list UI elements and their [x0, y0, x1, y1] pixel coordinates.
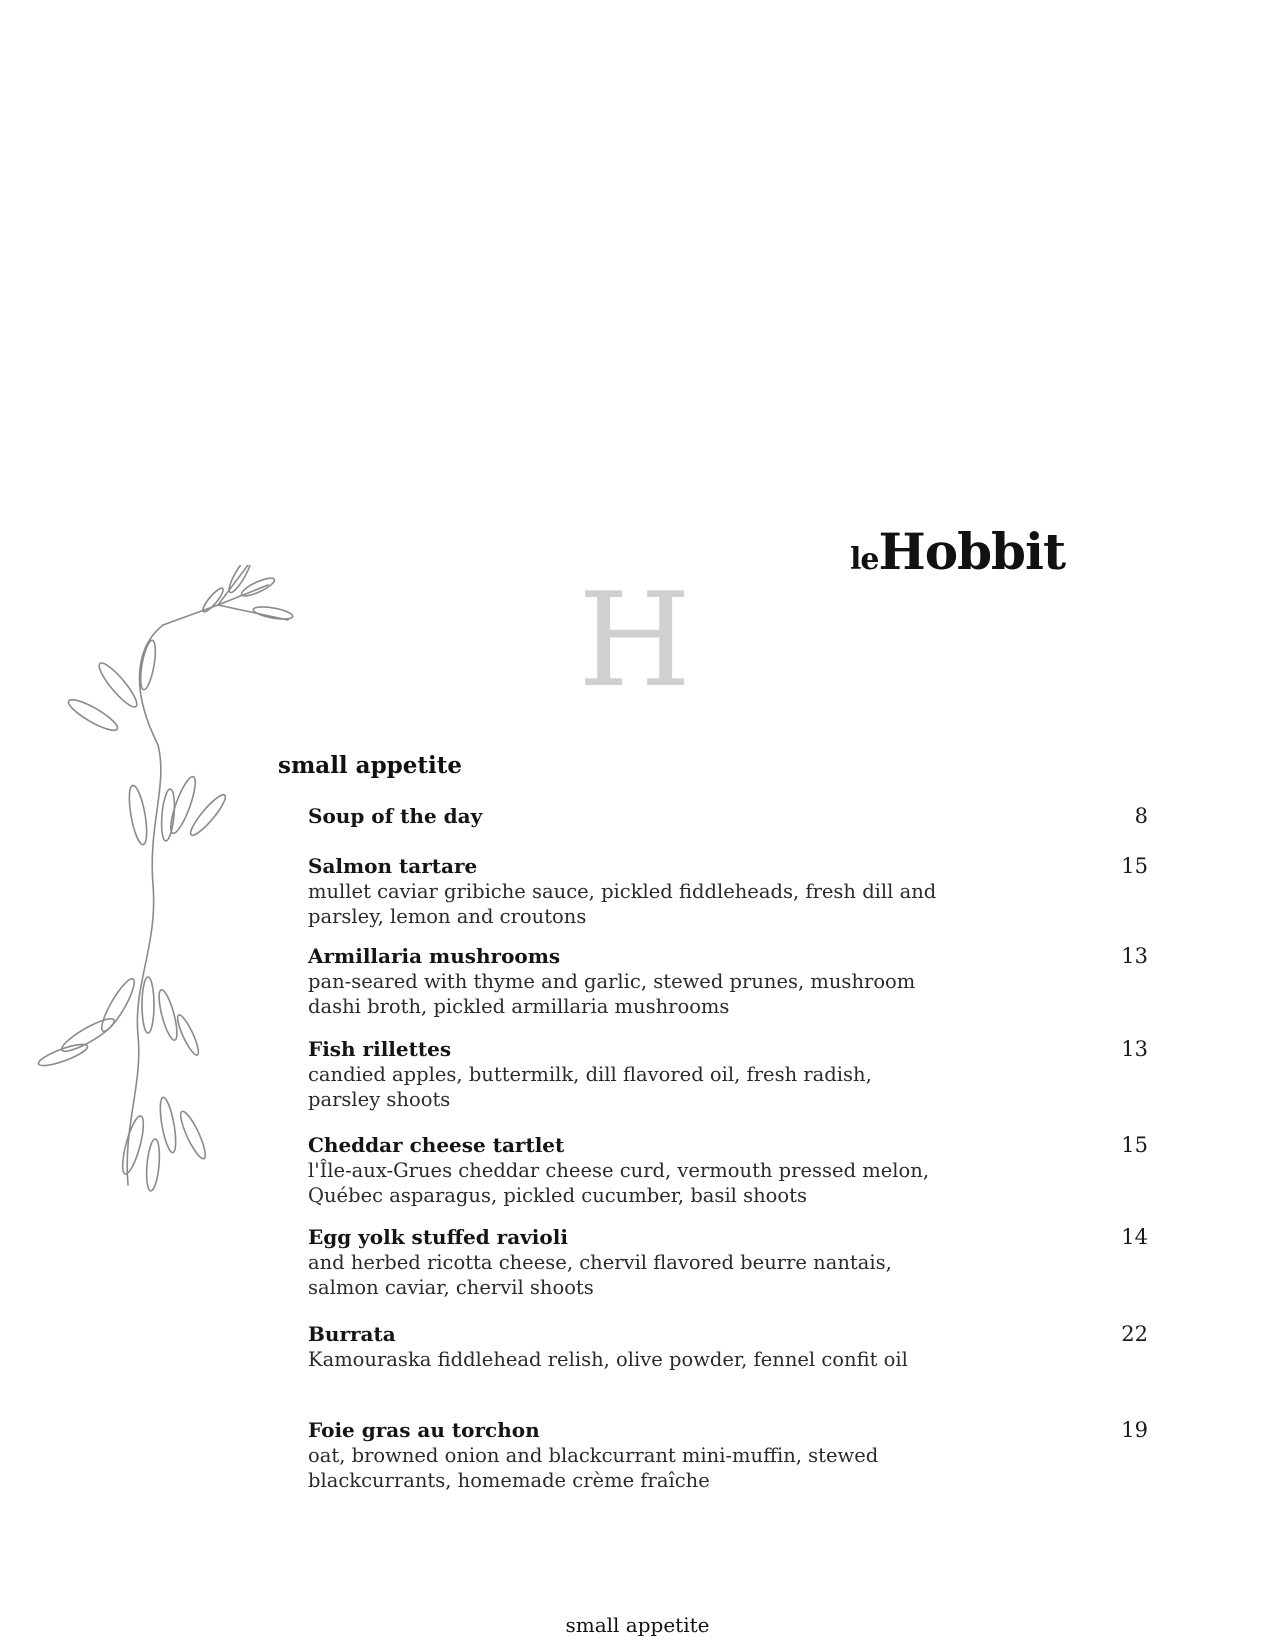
item-description: Kamouraska fiddlehead relish, olive powder, fennel confit oil	[308, 1348, 908, 1371]
item-name: Burrata	[308, 1322, 396, 1346]
page-footer: small appetite	[565, 1613, 710, 1637]
restaurant-logo	[850, 522, 1065, 581]
item-price: 8	[1134, 804, 1148, 828]
item-name: Cheddar cheese tartlet	[308, 1133, 565, 1157]
item-description: pan-seared with thyme and garlic, stewed prunes, mushroom dashi broth, pickled armillaria mushrooms	[308, 970, 916, 1018]
monogram-watermark: H	[578, 564, 692, 716]
menu-item-cheddar-tartlet	[308, 1133, 1148, 1208]
menu-item-burrata	[308, 1322, 1148, 1372]
item-name: Soup of the day	[308, 804, 483, 828]
item-description: candied apples, buttermilk, dill flavored oil, fresh radish, parsley shoots	[308, 1063, 872, 1111]
item-name: Egg yolk stuffed ravioli	[308, 1225, 568, 1249]
logo-name: Hobbit	[878, 522, 1066, 581]
item-price: 13	[1121, 1037, 1148, 1061]
item-price: 19	[1121, 1418, 1148, 1442]
item-price: 13	[1121, 944, 1148, 968]
menu-item-salmon-tartare	[308, 854, 1148, 929]
item-description: and herbed ricotta cheese, chervil flavored beurre nantais, salmon caviar, chervil shoots	[308, 1251, 892, 1299]
item-description: mullet caviar gribiche sauce, pickled fiddleheads, fresh dill and parsley, lemon and croutons	[308, 880, 937, 928]
menu-item-armillaria	[308, 944, 1148, 1019]
menu-item-fish-rillettes	[308, 1037, 1148, 1112]
menu-item-foie-gras	[308, 1418, 1148, 1493]
item-name: Fish rillettes	[308, 1037, 452, 1061]
item-name: Foie gras au torchon	[308, 1418, 540, 1442]
botanical-branch-illustration	[18, 565, 318, 1265]
item-description: l'Île-aux-Grues cheddar cheese curd, vermouth pressed melon, Québec asparagus, pickled cucumber, basil shoots	[308, 1159, 930, 1207]
item-price: 14	[1121, 1225, 1148, 1249]
item-name: Salmon tartare	[308, 854, 478, 878]
logo-prefix: le	[850, 542, 879, 577]
menu-item-ravioli	[308, 1225, 1148, 1300]
section-title: small appetite	[278, 752, 462, 779]
menu-item-soup	[308, 804, 1148, 829]
item-price: 22	[1121, 1322, 1148, 1346]
item-price: 15	[1121, 854, 1148, 878]
item-name: Armillaria mushrooms	[308, 944, 561, 968]
item-price: 15	[1121, 1133, 1148, 1157]
item-description: oat, browned onion and blackcurrant mini-muffin, stewed blackcurrants, homemade crème fraîche	[308, 1444, 879, 1492]
